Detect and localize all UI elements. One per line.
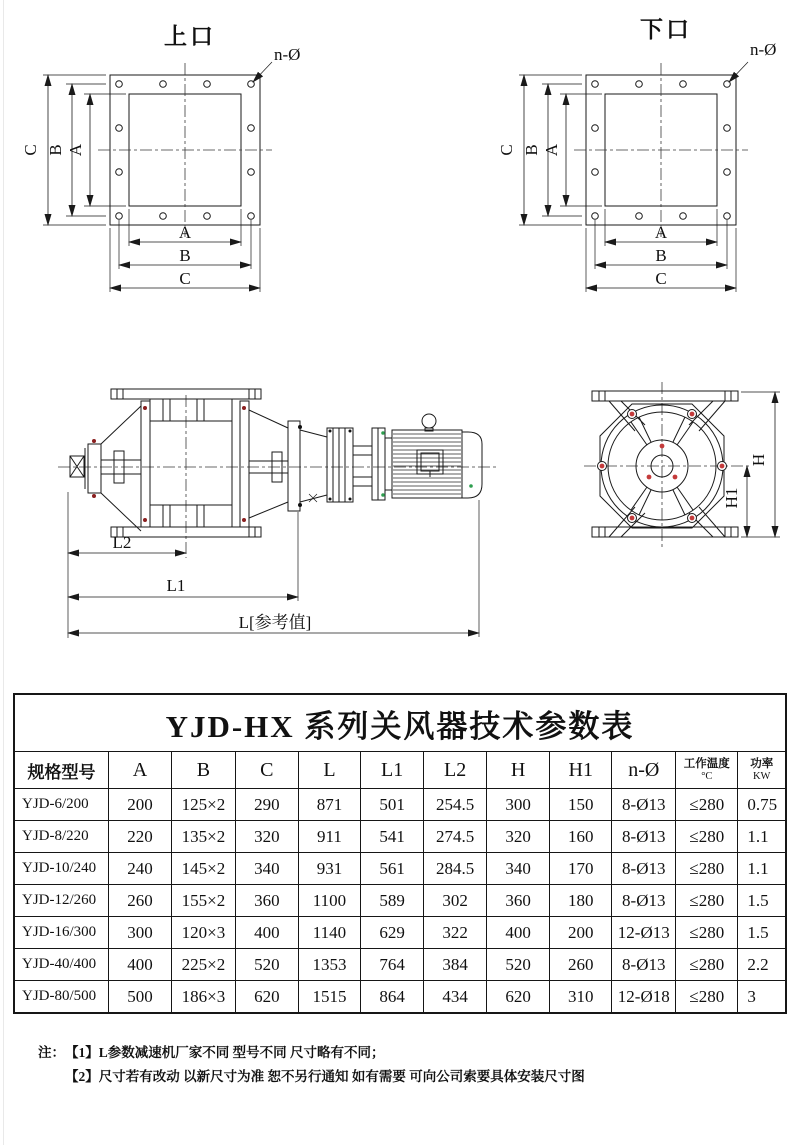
col-header-l: L <box>298 752 360 789</box>
table-row <box>14 821 786 853</box>
cell-power: 1.5 <box>738 885 786 917</box>
cell-l2: 254.5 <box>424 789 487 821</box>
cell-l1: 501 <box>361 789 424 821</box>
dim-l2-label: L2 <box>112 533 132 552</box>
cell-bolt: 8-Ø13 <box>612 853 676 885</box>
col-header-a: A <box>109 752 172 789</box>
cell-b: 186×3 <box>172 981 236 1014</box>
cell-temp: ≤280 <box>676 949 738 981</box>
dim-l1-label: L1 <box>166 576 186 595</box>
col-header-h: H <box>487 752 550 789</box>
dim-a-vertical: A <box>66 143 85 157</box>
cell-h: 320 <box>487 821 550 853</box>
dim-l-label: L[参考值] <box>238 613 312 632</box>
cell-l: 911 <box>298 821 360 853</box>
side-view-drawing <box>58 389 496 638</box>
dim-a-vertical: A <box>542 143 561 157</box>
cell-bolt: 12-Ø13 <box>612 917 676 949</box>
cell-model: YJD-6/200 <box>14 789 109 821</box>
col-header-b: B <box>172 752 236 789</box>
cell-h1: 170 <box>550 853 612 885</box>
col-header-h1: H1 <box>550 752 612 789</box>
cell-power: 3 <box>738 981 786 1014</box>
cell-bolt: 8-Ø13 <box>612 821 676 853</box>
dim-b-horizontal: B <box>655 246 667 265</box>
cell-c: 620 <box>235 981 298 1014</box>
cell-a: 240 <box>109 853 172 885</box>
cell-b: 155×2 <box>172 885 236 917</box>
cell-bolt: 8-Ø13 <box>612 885 676 917</box>
cell-temp: ≤280 <box>676 917 738 949</box>
end-view-drawing <box>584 382 780 548</box>
cell-bolt: 8-Ø13 <box>612 949 676 981</box>
cell-power: 1.1 <box>738 853 786 885</box>
table-row <box>14 789 786 821</box>
cell-l1: 864 <box>361 981 424 1014</box>
cell-b: 120×3 <box>172 917 236 949</box>
col-header-l1: L1 <box>361 752 424 789</box>
table-title: YJD-HX 系列关风器技术参数表 <box>14 694 786 752</box>
cell-a: 500 <box>109 981 172 1014</box>
cell-c: 360 <box>235 885 298 917</box>
cell-l1: 589 <box>361 885 424 917</box>
cell-temp: ≤280 <box>676 853 738 885</box>
cell-b: 135×2 <box>172 821 236 853</box>
cell-a: 200 <box>109 789 172 821</box>
cell-h1: 160 <box>550 821 612 853</box>
cell-h1: 200 <box>550 917 612 949</box>
cell-l2: 284.5 <box>424 853 487 885</box>
cell-c: 290 <box>235 789 298 821</box>
cell-model: YJD-8/220 <box>14 821 109 853</box>
top-port-drawing <box>21 24 300 292</box>
cell-l: 1140 <box>298 917 360 949</box>
cell-h1: 150 <box>550 789 612 821</box>
cell-c: 340 <box>235 853 298 885</box>
col-header-l2: L2 <box>424 752 487 789</box>
dim-b-horizontal: B <box>179 246 191 265</box>
cell-l2: 302 <box>424 885 487 917</box>
dim-a-horizontal: A <box>178 223 192 242</box>
dim-b-vertical: B <box>46 144 65 156</box>
cell-model: YJD-12/260 <box>14 885 109 917</box>
cell-h: 400 <box>487 917 550 949</box>
power-unit-text: KW <box>752 770 771 782</box>
top-port-title: 上口 <box>164 24 216 49</box>
cell-c: 320 <box>235 821 298 853</box>
cell-h1: 180 <box>550 885 612 917</box>
cell-model: YJD-16/300 <box>14 917 109 949</box>
cell-h1: 310 <box>550 981 612 1014</box>
cell-power: 1.1 <box>738 821 786 853</box>
cell-h: 360 <box>487 885 550 917</box>
cell-c: 400 <box>235 917 298 949</box>
table-row <box>14 853 786 885</box>
table-header-row <box>14 752 786 789</box>
cell-l2: 434 <box>424 981 487 1014</box>
cell-power: 0.75 <box>738 789 786 821</box>
cell-a: 260 <box>109 885 172 917</box>
table-row <box>14 917 786 949</box>
dim-b-vertical: B <box>522 144 541 156</box>
cell-h1: 260 <box>550 949 612 981</box>
power-header-text: 功率 <box>750 758 774 771</box>
col-header-model: 规格型号 <box>14 752 109 789</box>
col-header-bolt: n-Ø <box>612 752 676 789</box>
dim-c-horizontal: C <box>179 269 191 288</box>
cell-power: 1.5 <box>738 917 786 949</box>
cell-l: 1515 <box>298 981 360 1014</box>
bolt-pattern-label: n-Ø <box>274 45 301 64</box>
cell-model: YJD-40/400 <box>14 949 109 981</box>
cell-temp: ≤280 <box>676 981 738 1014</box>
cell-l: 871 <box>298 789 360 821</box>
footnotes <box>38 1041 585 1089</box>
cell-bolt: 12-Ø18 <box>612 981 676 1014</box>
bolt-pattern-label: n-Ø <box>750 40 777 59</box>
notes-prefix: 注： <box>38 1045 65 1060</box>
cell-l2: 322 <box>424 917 487 949</box>
dim-h-label: H <box>749 453 768 467</box>
cell-l1: 561 <box>361 853 424 885</box>
bottom-port-drawing <box>497 17 776 292</box>
cell-c: 520 <box>235 949 298 981</box>
cell-b: 225×2 <box>172 949 236 981</box>
cell-bolt: 8-Ø13 <box>612 789 676 821</box>
note-line-1: 【1】L参数减速机厂家不同 型号不同 尺寸略有不同； <box>65 1045 385 1060</box>
table-row <box>14 949 786 981</box>
cell-h: 520 <box>487 949 550 981</box>
col-header-temp <box>676 752 738 789</box>
table-row <box>14 885 786 917</box>
cell-l1: 764 <box>361 949 424 981</box>
cell-h: 340 <box>487 853 550 885</box>
cell-model: YJD-80/500 <box>14 981 109 1014</box>
note-line-2: 【2】尺寸若有改动 以新尺寸为准 恕不另行通知 如有需要 可向公司索要具体安装尺寸图 <box>65 1069 585 1084</box>
table-row <box>14 981 786 1014</box>
bottom-port-title: 下口 <box>640 17 692 42</box>
dim-a-horizontal: A <box>654 223 668 242</box>
cell-l: 1353 <box>298 949 360 981</box>
cell-b: 145×2 <box>172 853 236 885</box>
cell-power: 2.2 <box>738 949 786 981</box>
dim-c-horizontal: C <box>655 269 667 288</box>
cell-temp: ≤280 <box>676 789 738 821</box>
cell-b: 125×2 <box>172 789 236 821</box>
parameter-table <box>13 693 787 1014</box>
cell-l: 1100 <box>298 885 360 917</box>
cell-l2: 274.5 <box>424 821 487 853</box>
cell-l2: 384 <box>424 949 487 981</box>
dim-c-vertical: C <box>497 144 516 156</box>
dim-h1-label: H1 <box>722 487 741 509</box>
cell-a: 400 <box>109 949 172 981</box>
cell-temp: ≤280 <box>676 821 738 853</box>
temp-header-text: 工作温度 <box>683 758 730 771</box>
cell-l1: 541 <box>361 821 424 853</box>
col-header-power <box>738 752 786 789</box>
temp-unit-text: °C <box>701 770 713 782</box>
cell-a: 300 <box>109 917 172 949</box>
cell-l1: 629 <box>361 917 424 949</box>
cell-model: YJD-10/240 <box>14 853 109 885</box>
scan-edge-artifact <box>3 0 4 1145</box>
cell-h: 620 <box>487 981 550 1014</box>
cell-h: 300 <box>487 789 550 821</box>
col-header-c: C <box>235 752 298 789</box>
cell-temp: ≤280 <box>676 885 738 917</box>
cell-l: 931 <box>298 853 360 885</box>
dim-c-vertical: C <box>21 144 40 156</box>
cell-a: 220 <box>109 821 172 853</box>
